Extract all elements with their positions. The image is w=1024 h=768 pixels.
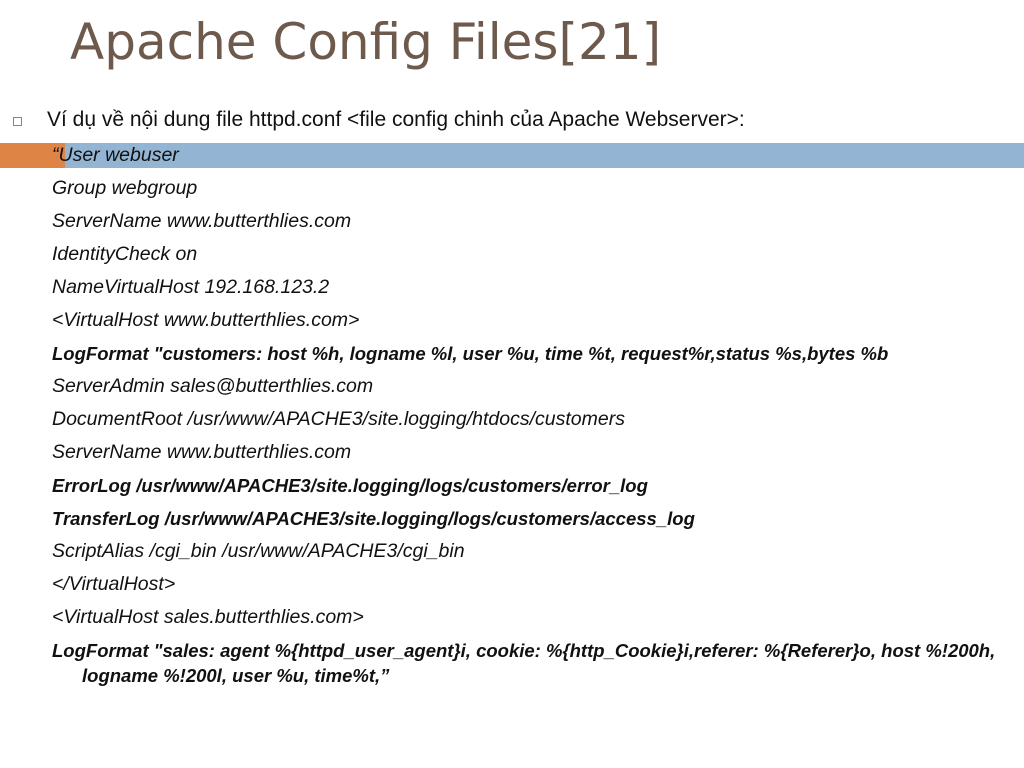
config-line-virtualhost-close: </VirtualHost> <box>52 573 176 595</box>
config-line-virtualhost-sales: <VirtualHost sales.butterthlies.com> <box>52 606 364 628</box>
config-line-transferlog: TransferLog /usr/www/APACHE3/site.logging/logs/customers/access_log <box>52 508 695 529</box>
slide-title: Apache Config Files[21] <box>70 13 662 71</box>
config-line-identitycheck: IdentityCheck on <box>52 243 198 265</box>
config-line-group: Group webgroup <box>52 177 198 199</box>
bullet-text: Ví dụ về nội dung file httpd.conf <file config chinh của Apache Webserver>: <box>47 108 745 131</box>
config-line-scriptalias: ScriptAlias /cgi_bin /usr/www/APACHE3/cgi_bin <box>52 540 465 562</box>
config-line-errorlog: ErrorLog /usr/www/APACHE3/site.logging/logs/customers/error_log <box>52 475 648 496</box>
config-line-logformat-sales: LogFormat "sales: agent %{httpd_user_agent}i, cookie: %{http_Cookie}i,referer: %{Referer}o, host %!200h, logname %!200l, user %u, time%t,” <box>52 640 996 686</box>
config-line-servername-2: ServerName www.butterthlies.com <box>52 441 352 463</box>
bullet-item <box>0 104 1024 136</box>
config-line-logformat-customers: LogFormat "customers: host %h, logname %l, user %u, time %t, request%r,status %s,bytes %b <box>52 343 889 364</box>
config-line-documentroot: DocumentRoot /usr/www/APACHE3/site.logging/htdocs/customers <box>52 408 625 430</box>
config-line-virtualhost-open: <VirtualHost www.butterthlies.com> <box>52 309 360 331</box>
square-bullet-icon <box>13 117 22 126</box>
config-line-namevirtualhost: NameVirtualHost 192.168.123.2 <box>52 276 330 298</box>
config-line-user: “User webuser <box>52 144 179 166</box>
config-line-servername: ServerName www.butterthlies.com <box>52 210 352 232</box>
config-content <box>52 139 1017 688</box>
config-line-serveradmin: ServerAdmin sales@butterthlies.com <box>52 375 374 397</box>
